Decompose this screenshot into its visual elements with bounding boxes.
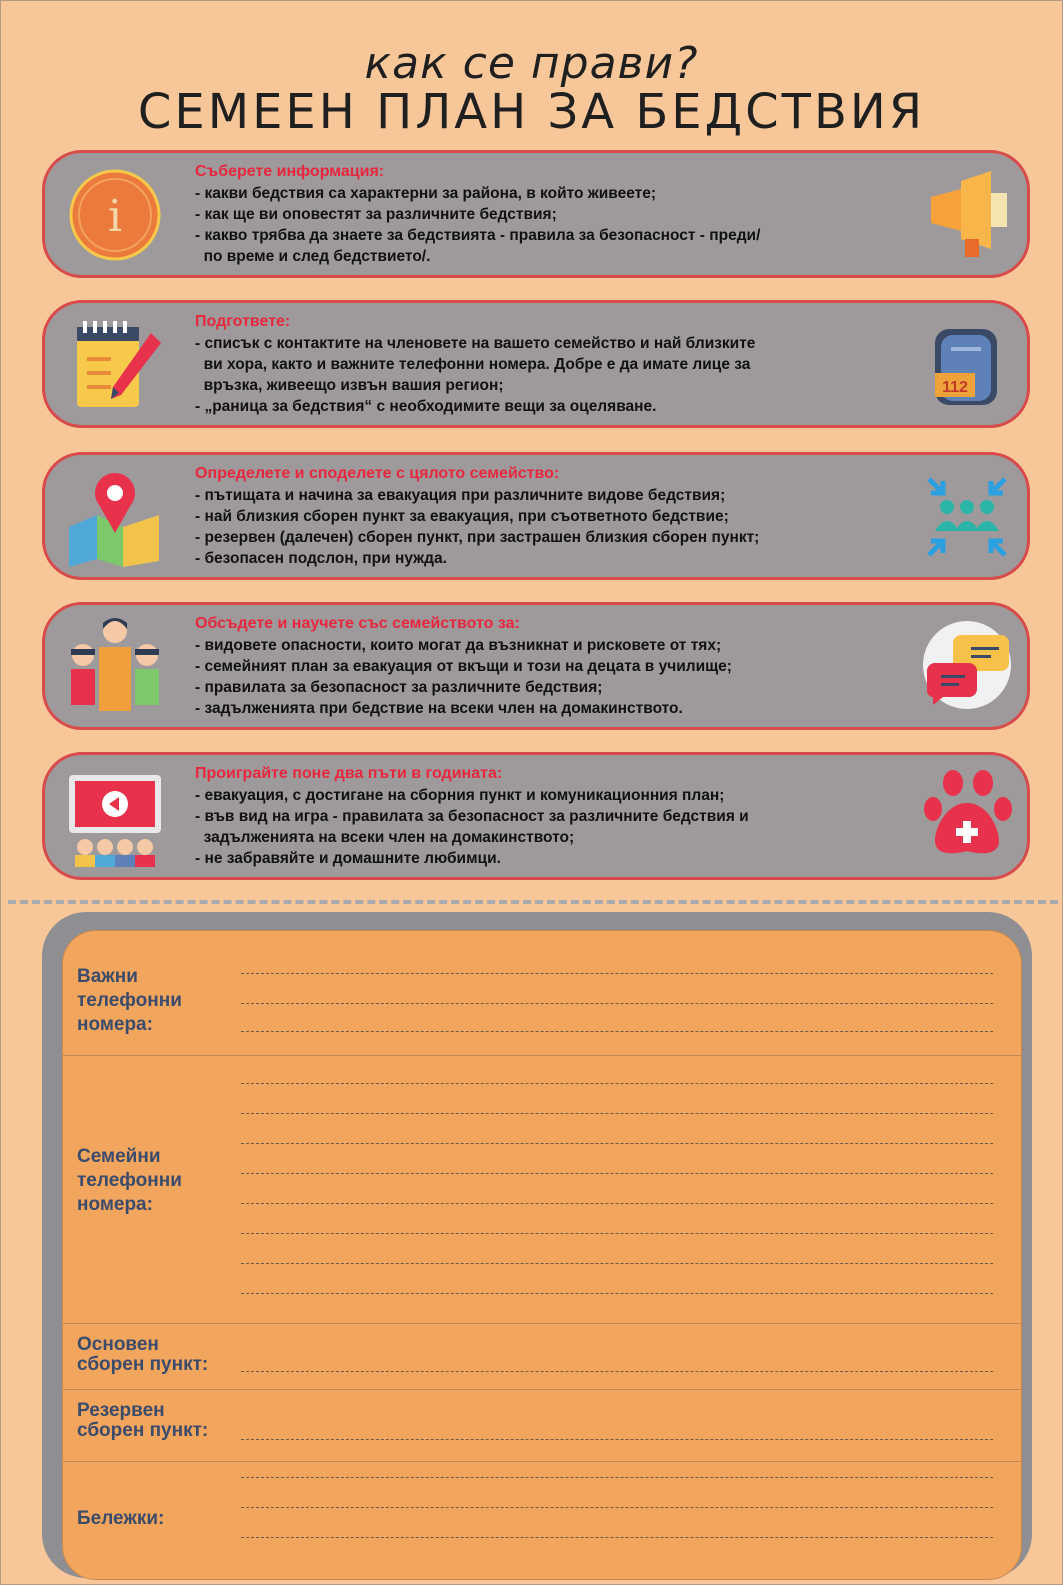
section-line: - „раница за бедствия“ с необходимите вещи за оцеляване. bbox=[195, 398, 657, 415]
notes-label bbox=[77, 1507, 164, 1531]
section-heading: Съберете информация: bbox=[195, 163, 385, 180]
write-line[interactable] bbox=[241, 1537, 993, 1538]
section-line: - видовете опасности, които могат да възникнат и рисковете от тях; bbox=[195, 637, 722, 654]
section-line: - правилата за безопасност за различните бедствия; bbox=[195, 679, 603, 696]
section-gather-info bbox=[42, 150, 1030, 278]
write-line[interactable] bbox=[241, 1233, 993, 1234]
label-line: сборен пункт: bbox=[77, 1354, 209, 1375]
map-pin-icon bbox=[63, 467, 167, 571]
backpack-number: 112 bbox=[942, 379, 968, 396]
section-line: - задълженията при бедствие на всеки член на домакинството. bbox=[195, 700, 683, 717]
label-line: Важни bbox=[77, 966, 138, 987]
important-phones-label bbox=[77, 965, 182, 1037]
write-line[interactable] bbox=[241, 1031, 993, 1032]
section-line: - резервен (далечен) сборен пункт, при застрашен близкия сборен пункт; bbox=[195, 529, 760, 546]
section-line: връзка, живеещо извън вашия регион; bbox=[195, 377, 504, 394]
svg-text:i: i bbox=[107, 191, 123, 242]
section-discuss-learn bbox=[42, 602, 1030, 730]
row-separator bbox=[63, 1461, 1021, 1462]
backpack-icon bbox=[921, 317, 1013, 409]
label-line: номера: bbox=[77, 1014, 153, 1035]
section-heading: Подгответе: bbox=[195, 313, 291, 330]
section-heading: Определете и споделете с цялото семейство: bbox=[195, 465, 560, 482]
section-line: - във вид на игра - правилата за безопасност за различните бедствия и bbox=[195, 808, 749, 825]
label-line: Резервен bbox=[77, 1400, 165, 1421]
dashed-divider bbox=[8, 900, 1058, 904]
write-line[interactable] bbox=[241, 1263, 993, 1264]
gathering-point-icon bbox=[921, 471, 1013, 563]
family-icon bbox=[63, 613, 167, 717]
write-line[interactable] bbox=[241, 1173, 993, 1174]
write-line[interactable] bbox=[241, 1507, 993, 1508]
chat-bubbles-icon bbox=[921, 619, 1013, 711]
presentation-screen-icon bbox=[63, 765, 167, 869]
write-line[interactable] bbox=[241, 1203, 993, 1204]
write-line[interactable] bbox=[241, 1477, 993, 1478]
label-line: номера: bbox=[77, 1194, 153, 1215]
label-line: телефонни bbox=[77, 990, 182, 1011]
family-phones-label bbox=[77, 1145, 182, 1217]
pet-paw-icon bbox=[921, 769, 1013, 861]
label-line: телефонни bbox=[77, 1170, 182, 1191]
section-line: задълженията на всеки член на домакинството; bbox=[195, 829, 575, 846]
notepad-pen-icon bbox=[63, 313, 167, 417]
write-line[interactable] bbox=[241, 1439, 993, 1440]
write-line[interactable] bbox=[241, 1003, 993, 1004]
section-line: - списък с контактите на членовете на вашето семейство и най близките bbox=[195, 335, 756, 352]
title-line-2: СЕМЕЕН ПЛАН ЗА БЕДСТВИЯ bbox=[137, 84, 926, 140]
write-line[interactable] bbox=[241, 973, 993, 974]
emergency-contacts-form bbox=[62, 930, 1022, 1580]
megaphone-icon bbox=[921, 167, 1013, 259]
section-line: - най близкия сборен пункт за евакуация, при съответното бедствие; bbox=[195, 508, 729, 525]
row-separator bbox=[63, 1055, 1021, 1056]
section-line: по време и след бедствието/. bbox=[195, 248, 431, 265]
label-line: Семейни bbox=[77, 1146, 161, 1167]
section-define-share bbox=[42, 452, 1030, 580]
write-line[interactable] bbox=[241, 1113, 993, 1114]
info-icon bbox=[63, 163, 167, 267]
section-line: ви хора, както и важните телефонни номера. Добре е да имате лице за bbox=[195, 356, 751, 373]
section-line: - не забравяйте и домашните любимци. bbox=[195, 850, 501, 867]
row-separator bbox=[63, 1389, 1021, 1390]
write-line[interactable] bbox=[241, 1371, 993, 1372]
section-line: - какви бедствия са характерни за района, в който живеете; bbox=[195, 185, 657, 202]
reserve-assembly-point-label bbox=[77, 1401, 208, 1441]
label-line: Основен bbox=[77, 1334, 159, 1355]
label-line: Бележки: bbox=[77, 1508, 165, 1529]
section-heading: Обсъдете и научете със семейството за: bbox=[195, 615, 520, 632]
write-line[interactable] bbox=[241, 1083, 993, 1084]
section-heading: Проиграйте поне два пъти в годината: bbox=[195, 765, 503, 782]
section-line: - как ще ви оповестят за различните бедствия; bbox=[195, 206, 557, 223]
section-line: - какво трябва да знаете за бедствията - правила за безопасност - преди/ bbox=[195, 227, 761, 244]
write-line[interactable] bbox=[241, 1293, 993, 1294]
title-line-1: как се прави? bbox=[364, 38, 699, 89]
label-line: сборен пункт: bbox=[77, 1420, 209, 1441]
section-prepare bbox=[42, 300, 1030, 428]
section-line: - безопасен подслон, при нужда. bbox=[195, 550, 447, 567]
section-line: - семейният план за евакуация от вкъщи и този на децата в училище; bbox=[195, 658, 732, 675]
main-assembly-point-label bbox=[77, 1335, 208, 1375]
section-line: - евакуация, с достигане на сборния пункт и комуникационния план; bbox=[195, 787, 725, 804]
section-line: - пътищата и начина за евакуация при различните видове бедствия; bbox=[195, 487, 726, 504]
write-line[interactable] bbox=[241, 1143, 993, 1144]
section-practice bbox=[42, 752, 1030, 880]
row-separator bbox=[63, 1323, 1021, 1324]
